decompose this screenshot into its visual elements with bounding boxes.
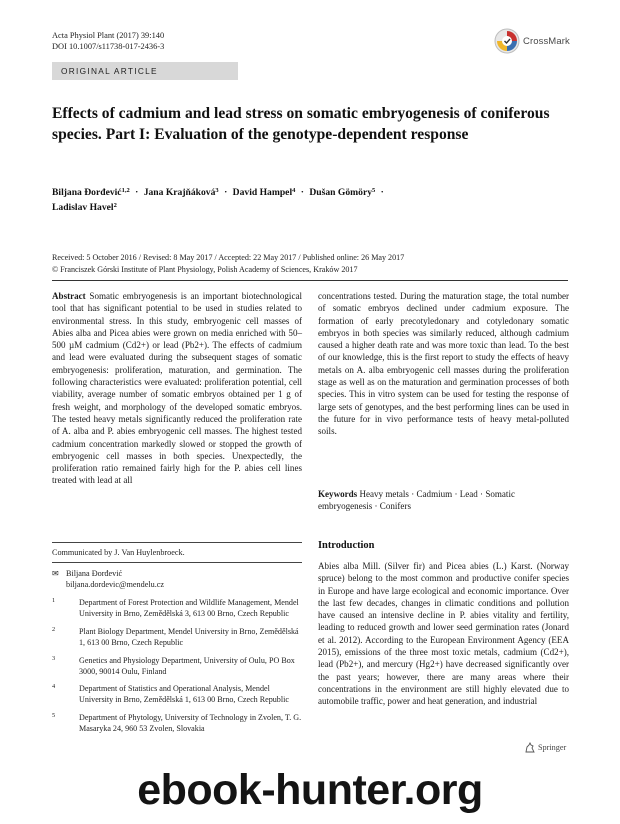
crossmark-badge[interactable] — [494, 26, 570, 56]
introduction-heading: Introduction — [318, 540, 375, 551]
author: Jana Krajňáková — [143, 187, 216, 198]
doi: DOI 10.1007/s11738-017-2436-3 — [52, 42, 165, 51]
keywords — [318, 488, 569, 513]
author-affiliation-marker: 4 — [292, 187, 296, 194]
affiliation-item — [52, 713, 302, 735]
abstract-text: Somatic embryogenesis is an important biotechnological tool that has significant potential to be used in studies related to environmental stress. In this study, embryogenic cell masses of Abies alba and Picea abies were grown on media enriched with 50–500 µM cadmium (Cd2+) or lead (Pb2+). The effects of cadmium and lead were evaluated during the subsequent stages of somatic embryogenesis: proliferation, maturation, and germination. The following characteristics were evaluated: proliferation potential, cell viability, average number of somatic embryos obtained per 1 g of fresh weight, and morphology of the developed somatic embryos. The tested heavy metals significantly reduced the proliferation rate of A. alba and P. abies embryogenic cell masses. The highest tested cadmium concentration markedly slowed or stopped the growth of embryogenic cell masses in both species. Unexpectedly, the proliferation ratio remained fairly high for the P. abies cell lines treated with lead at all — [52, 291, 302, 486]
journal-reference — [52, 30, 164, 52]
author: David Hampel — [232, 187, 293, 198]
affiliation-text: Department of Statistics and Operational Analysis, Mendel University in Brno, Zemědělská 1, 613 00 Brno, Czech Republic — [79, 684, 289, 705]
affiliation-number: 5 — [52, 712, 56, 720]
abstract-continuation: concentrations tested. During the maturation stage, the total number of somatic embryos declined under cadmium exposure. The formation of early precotyledonary and cotyledonary somatic embryos in both species was similarly reduced, although cadmium caused a higher death rate and was more toxic than lead. To the best of our knowledge, this is the first report to study the effects of heavy metals on A. alba embryogenic cell masses during the proliferation stage as well as on the maturation and germination processes of both species. This in vitro system can be used for testing the response of large sets of genotypes, and the best performing lines can be used in the future for in vivo performance tests of heavy metal-polluted soils. — [318, 291, 569, 437]
publisher-name: Springer — [538, 743, 567, 752]
affiliation-item — [52, 656, 302, 678]
affiliation-item — [52, 627, 302, 649]
affiliation-number: 1 — [52, 597, 56, 604]
affiliation-item — [52, 684, 302, 706]
author-affiliation-marker: 2 — [113, 202, 117, 209]
keywords-text: Heavy metals · Cadmium · Lead · Somatic embryogenesis · Conifers — [318, 489, 515, 512]
author-separator: · — [380, 187, 384, 198]
header-rule — [52, 280, 568, 281]
abstract-label: Abstract — [52, 291, 86, 301]
author-separator: · — [135, 187, 139, 198]
corresponding-author — [52, 568, 164, 590]
affiliations — [52, 598, 302, 742]
affiliation-text: Department of Phytology, University of Technology in Zvolen, T. G. Masaryka 24, 960 53 Zvolen, Slovakia — [79, 713, 302, 734]
author: Dušan Gömöry — [309, 187, 373, 198]
author-affiliation-marker: 5 — [372, 187, 376, 194]
footnote-rule — [52, 542, 302, 543]
crossmark-label: CrossMark — [523, 35, 570, 47]
affiliation-number: 2 — [52, 625, 56, 633]
affiliation-text: Department of Forest Protection and Wildlife Management, Mendel University in Brno, Zemědělská 3, 613 00 Brno, Czech Republic — [79, 598, 299, 618]
footnote-rule — [52, 562, 302, 563]
contact-email[interactable]: biljana.dordevic@mendelu.cz — [66, 580, 165, 589]
communicated-by: Communicated by J. Van Huylenbroeck. — [52, 548, 185, 557]
affiliation-text: Plant Biology Department, Mendel University in Brno, Zemědělská 1, 613 00 Brno, Czech Republic — [79, 626, 299, 647]
author: Biljana Đorđević — [52, 187, 122, 198]
affiliation-number: 4 — [52, 683, 56, 691]
author-separator: · — [224, 187, 228, 198]
author-list — [52, 185, 552, 215]
author: Ladislav Havel — [52, 202, 114, 213]
author-affiliation-marker: 1,2 — [121, 187, 130, 194]
author-affiliation-marker: 3 — [215, 187, 219, 194]
abstract — [52, 290, 302, 487]
publisher-mark — [524, 742, 566, 753]
copyright-line: © Franciszek Górski Institute of Plant Physiology, Polish Academy of Sciences, Kraków 2017 — [52, 265, 358, 274]
crossmark-icon — [494, 28, 520, 54]
watermark: ebook-hunter.org — [137, 766, 483, 814]
affiliation-number: 3 — [52, 654, 56, 662]
article-type-banner: ORIGINAL ARTICLE — [52, 62, 238, 80]
introduction-text: Abies alba Mill. (Silver fir) and Picea abies (L.) Karst. (Norway spruce) belong to the most common and productive conifer species in Europe and have large ecological and economic importance. Over the last few decades, changes in climatic conditions and pollution have caused an intensive decline in P. abies vitality and fertility, leading to reduced growth and lower seed germination rates (Jonard et al. 2012). According to the European Environment Agency (EEA 2015), emissions of the three most toxic metals, cadmium (Cd2+), lead (Pb2+), and mercury (Hg2+) have decreased significantly over the past years; however, there are many areas where their concentrations in the environment are still highly elevated due to automobile traffic, power and heat generation, and industrial — [318, 561, 569, 707]
journal-citation: Acta Physiol Plant (2017) 39:140 — [52, 31, 165, 40]
publication-dates — [52, 252, 572, 276]
author-separator: · — [300, 187, 304, 198]
keywords-label: Keywords — [318, 489, 358, 499]
paper-title: Effects of cadmium and lead stress on somatic embryogenesis of coniferous species. Part I: Evaluation of the genotype-dependent response — [52, 105, 550, 143]
envelope-icon: ✉ — [52, 569, 59, 578]
affiliation-text: Genetics and Physiology Department, University of Oulu, PO Box 3000, 90014 Oulu, Finland — [79, 655, 295, 676]
history-dates: Received: 5 October 2016 / Revised: 8 May 2017 / Accepted: 22 May 2017 / Published online: 26 May 2017 — [52, 253, 405, 262]
springer-horse-icon — [524, 742, 536, 753]
affiliation-item — [52, 598, 302, 620]
contact-name: Biljana Đorđević — [66, 569, 123, 578]
